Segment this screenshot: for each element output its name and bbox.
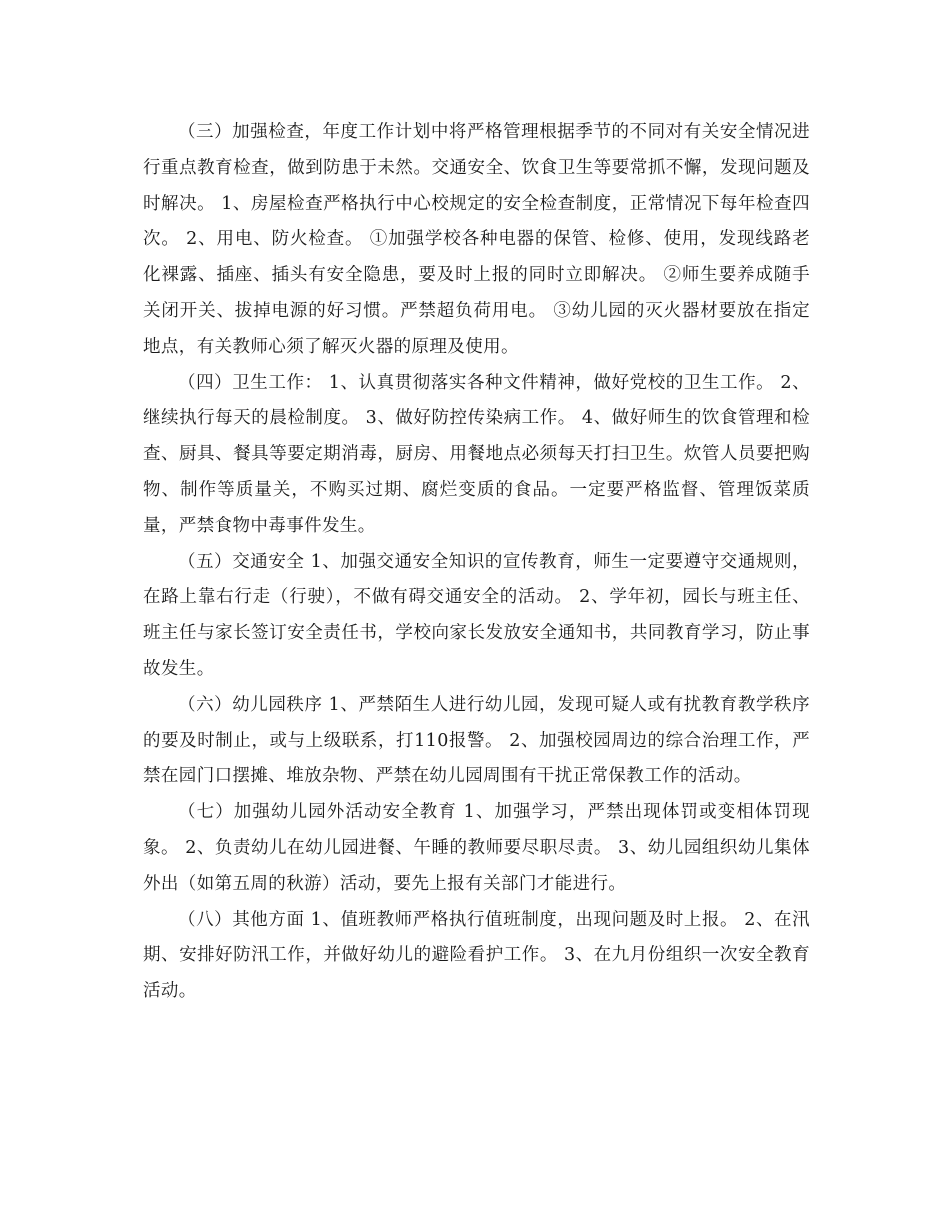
paragraph-kindergarten-order: （六）幼儿园秩序 1、严禁陌生人进行幼儿园，发现可疑人或有扰教育教学秩序的要及时制止，或与上级联系，打110报警。 2、加强校园周边的综合治理工作，严禁在园门口摆摊、堆放杂物、严禁在幼儿园周围有干扰正常保教工作的活动。 bbox=[143, 694, 810, 787]
document-body bbox=[143, 115, 810, 1010]
paragraph-outdoor-activity-safety: （七）加强幼儿园外活动安全教育 1、加强学习，严禁出现体罚或变相体罚现象。 2、负责幼儿在幼儿园进餐、午睡的教师要尽职尽责。 3、幼儿园组织幼儿集体外出（如第五周的秋游）活动，要先上报有关部门才能进行。 bbox=[143, 802, 810, 894]
paragraph-hygiene: （四）卫生工作： 1、认真贯彻落实各种文件精神，做好党校的卫生工作。 2、继续执行每天的晨检制度。 3、做好防控传染病工作。 4、做好师生的饮食管理和检查、厨具、餐具等要定期消毒，厨房、用餐地点必须每天打扫卫生。炊管人员要把购物、制作等质量关，不购买过期、腐烂变质的食品。一定要严格监督、管理饭菜质量，严禁食物中毒事件发生。 bbox=[143, 372, 810, 536]
paragraph-traffic-safety: （五）交通安全 1、加强交通安全知识的宣传教育，师生一定要遵守交通规则，在路上靠右行走（行驶），不做有碍交通安全的活动。 2、学年初，园长与班主任、班主任与家长签订安全责任书，学校向家长发放安全通知书，共同教育学习，防止事故发生。 bbox=[143, 551, 810, 679]
paragraph-inspection: （三）加强检查，年度工作计划中将严格管理根据季节的不同对有关安全情况进行重点教育检查，做到防患于未然。交通安全、饮食卫生等要常抓不懈，发现问题及时解决。 1、房屋检查严格执行中心校规定的安全检查制度，正常情况下每年检查四次。 2、用电、防火检查。 ①加强学校各种电器的保管、检修、使用，发现线路老化裸露、插座、插头有安全隐患，要及时上报的同时立即解决。 ②师生要养成随手关闭开关、拔掉电源的好习惯。严禁超负荷用电。 ③幼儿园的灭火器材要放在指定地点，有关教师心须了解灭火器的原理及使用。 bbox=[143, 122, 810, 357]
paragraph-other-aspects: （八）其他方面 1、值班教师严格执行值班制度，出现问题及时上报。 2、在汛期、安排好防汛工作，并做好幼儿的避险看护工作。 3、在九月份组织一次安全教育活动。 bbox=[143, 909, 810, 1002]
